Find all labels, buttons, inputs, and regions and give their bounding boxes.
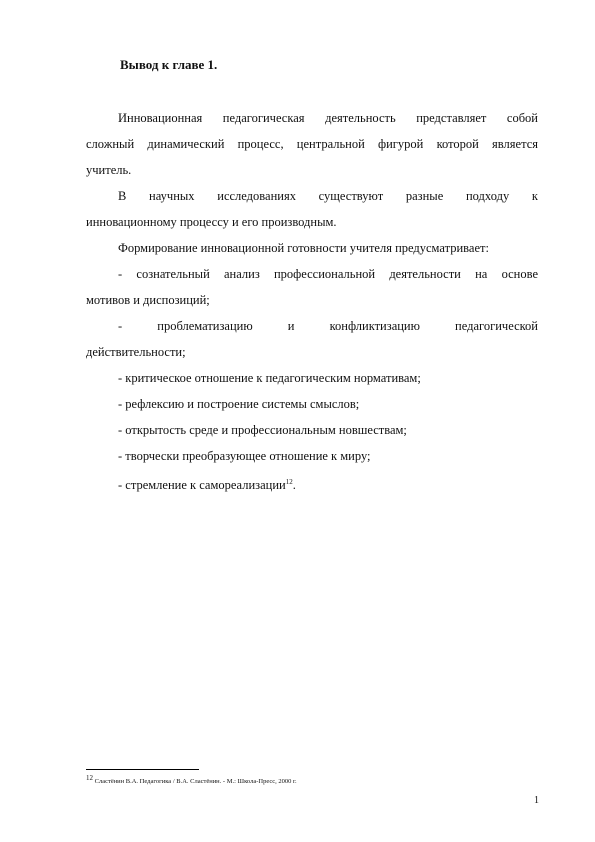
list-item-text: - стремление к самореализации <box>118 478 286 493</box>
paragraph-line: учитель. <box>86 163 132 177</box>
footnote-separator <box>86 769 199 770</box>
footnote-text: Сластёнин В.А. Педагогика / В.А. Сластёнин. - М.: Школа-Пресс, 2000 г. <box>94 778 297 786</box>
paragraph-line: сложный динамический процесс, центральной фигурой которой является <box>86 137 538 151</box>
list-item: - открытость среде и профессиональным новшествам; <box>118 423 407 437</box>
paragraph-line: Инновационная педагогическая деятельность представляет собой <box>118 111 538 125</box>
chapter-conclusion-heading: Вывод к главе 1. <box>120 57 218 72</box>
list-item-line: мотивов и диспозиций; <box>86 293 210 307</box>
list-item-line: - сознательный анализ профессиональной деятельности на основе <box>118 267 538 281</box>
footnote <box>86 774 297 785</box>
list-item-line: - проблематизацию и конфликтизацию педагогической <box>118 319 538 333</box>
paragraph-formation: Формирование инновационной готовности учителя предусматривает: <box>118 241 489 255</box>
list-item: - критическое отношение к педагогическим нормативам; <box>118 371 421 385</box>
footnote-number: 12 <box>86 774 93 782</box>
list-item: - рефлексию и построение системы смыслов; <box>118 397 360 411</box>
list-item-line: действительности; <box>86 345 186 359</box>
list-item <box>86 469 538 498</box>
list-item-end: . <box>292 478 296 493</box>
page-number: 1 <box>534 795 539 806</box>
paragraph-line: В научных исследованиях существуют разные подходу к <box>118 189 538 203</box>
list-item: - творчески преобразующее отношение к миру; <box>118 449 371 463</box>
footnote-reference: 12 <box>285 478 293 486</box>
paragraph-line: инновационному процессу и его производным. <box>86 215 337 229</box>
